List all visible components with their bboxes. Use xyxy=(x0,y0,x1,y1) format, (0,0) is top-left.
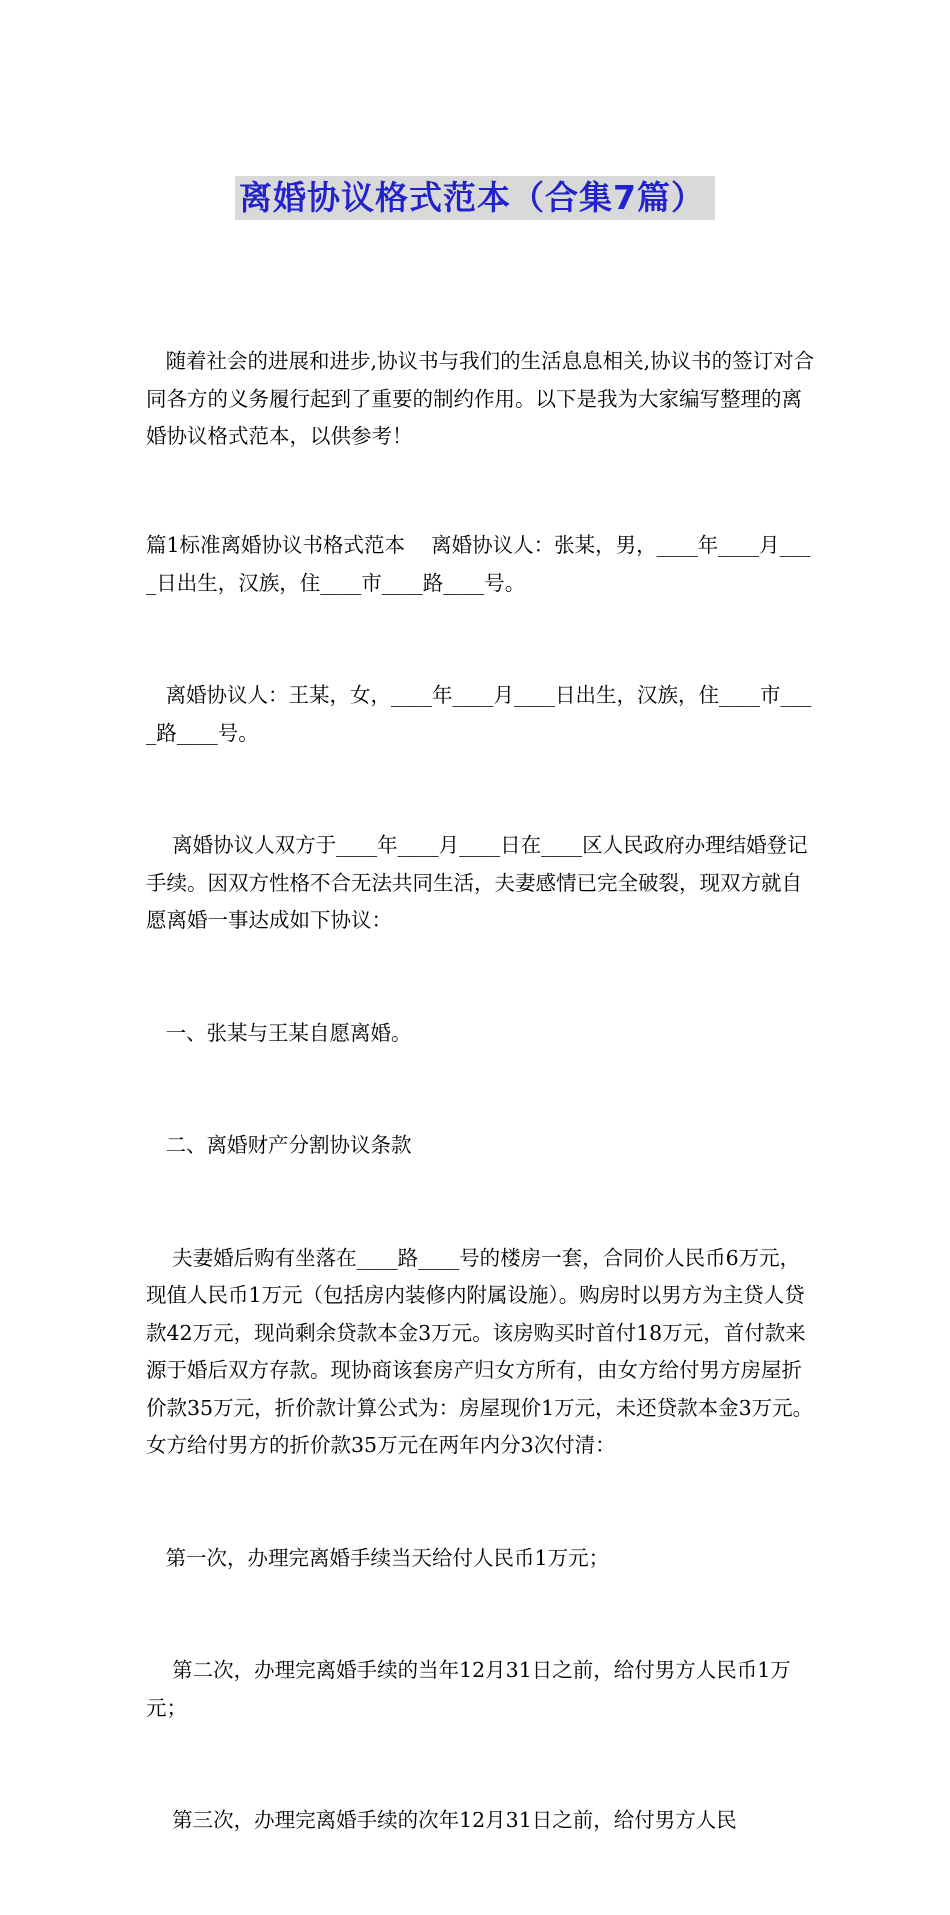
paragraph-marriage-registration: 离婚协议人双方于____年____月____日在____区人民政府办理结婚登记手续。因双方性格不合无法共同生活，夫妻感情已完全破裂，现双方就自愿离婚一事达成如下协议： xyxy=(146,833,808,932)
paragraph-clause-one: 一、张某与王某自愿离婚。 xyxy=(146,1020,412,1045)
paragraph-payment-two: 第二次，办理完离婚手续的当年12月31日之前，给付男方人民币1万元； xyxy=(146,1658,791,1720)
intro-paragraph: 随着社会的进展和进步,协议书与我们的生活息息相关,协议书的签订对合同各方的义务履行起到了重要的制约作用。以下是我为大家编写整理的离婚协议格式范本，以供参考！ xyxy=(146,349,815,448)
agreement-content xyxy=(146,452,816,1915)
paragraph-property: 夫妻婚后购有坐落在____路____号的楼房一套，合同价人民币6万元，现值人民币1万元（包括房内装修内附属设施）。购房时以男方为主贷人贷款42万元，现尚剩余贷款本金3万元。该房购买时首付18万元，首付款来源于婚后双方存款。现协商该套房产归女方所有，由女方给付男方房屋折价款35万元，折价款计算公式为：房屋现价1万元，未还贷款本金3万元。女方给付男方的折价款35万元在两年内分3次付清： xyxy=(146,1245,814,1457)
paragraph-payment-one: 第一次，办理完离婚手续当天给付人民币1万元； xyxy=(146,1545,610,1570)
paragraph-party-two: 离婚协议人：王某，女，____年____月____日出生，汉族，住____市____路____号。 xyxy=(146,683,812,745)
paragraph-clause-two: 二、离婚财产分割协议条款 xyxy=(146,1133,412,1157)
title-wrap xyxy=(0,176,950,220)
paragraph-payment-three: 第三次，办理完离婚手续的次年12月31日之前，给付男方人民 xyxy=(146,1808,737,1832)
paragraph-heading: 篇1标准离婚协议书格式范本 离婚协议人：张某，男，____年____月____日出生，汉族，住____市____路____号。 xyxy=(146,533,811,595)
document-title: 离婚协议格式范本（合集7篇） xyxy=(235,176,715,220)
